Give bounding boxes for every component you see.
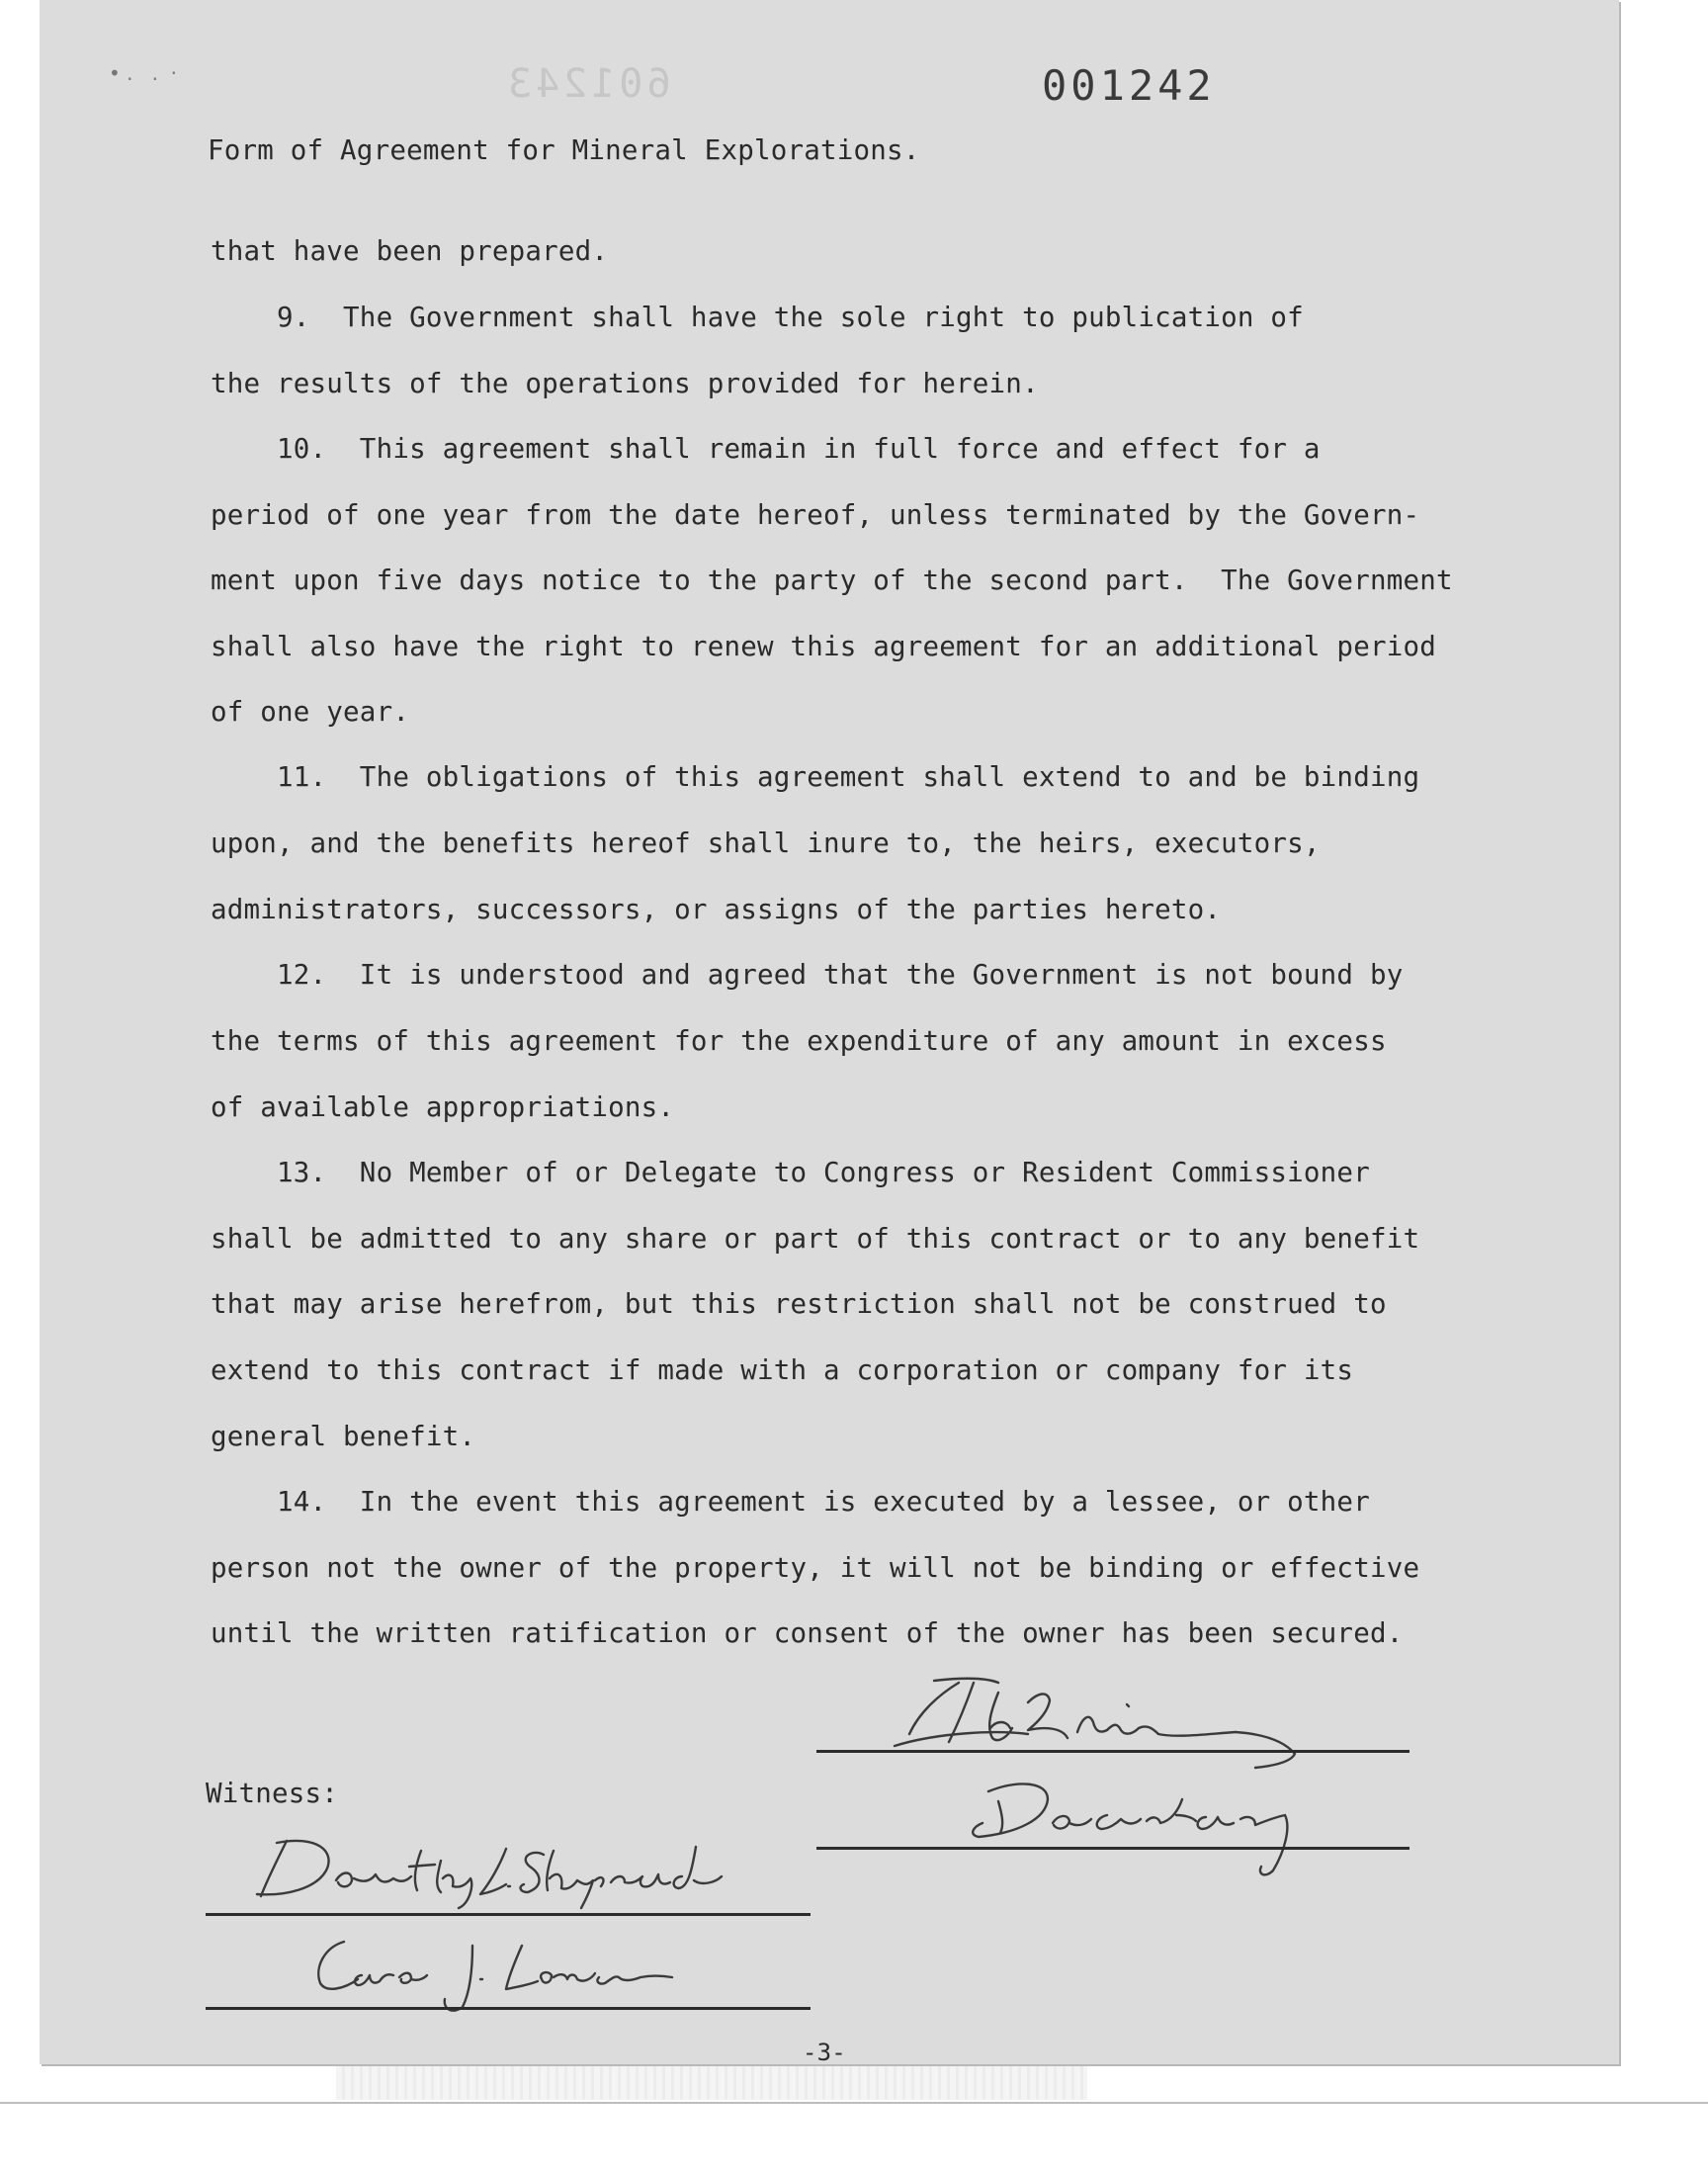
document-number: 001242: [1042, 61, 1216, 110]
paper-sheet: [40, 0, 1619, 2064]
body-line-13: the terms of this agreement for the expenditure of any amount in excess: [211, 1025, 1387, 1057]
page-number: -3-: [803, 2039, 846, 2066]
body-line-3: the results of the operations provided for herein.: [211, 368, 1039, 399]
signer-title-handwritten: [959, 1772, 1334, 1885]
body-line-17: that may arise herefrom, but this restriction shall not be construed to: [211, 1288, 1387, 1320]
body-line-1: that have been prepared.: [211, 235, 609, 267]
body-line-2: 9. The Government shall have the sole right to publication of: [211, 302, 1304, 333]
witness-2-signature-line: [206, 2007, 811, 2010]
body-line-6: ment upon five days notice to the party of the second part. The Government: [211, 565, 1453, 596]
body-line-8: of one year.: [211, 696, 410, 728]
document-header: Form of Agreement for Mineral Explorations.: [208, 134, 920, 166]
body-line-21: person not the owner of the property, it will not be binding or effective: [211, 1552, 1420, 1584]
body-line-15: 13. No Member of or Delegate to Congress or Resident Commissioner: [211, 1157, 1370, 1188]
scan-bottom-rule: [0, 2102, 1708, 2104]
paper-specks: • . . ·: [109, 61, 178, 85]
body-line-12: 12. It is understood and agreed that the Government is not bound by: [211, 959, 1404, 991]
body-line-14: of available appropriations.: [211, 1091, 675, 1123]
witness-label: Witness:: [206, 1778, 339, 1809]
ghost-doc-number: 601243: [504, 61, 671, 107]
body-line-19: general benefit.: [211, 1421, 476, 1452]
body-line-16: shall be admitted to any share or part of this contract or to any benefit: [211, 1223, 1420, 1255]
body-line-5: period of one year from the date hereof, unless terminated by the Govern-: [211, 499, 1420, 531]
witness-1-signature: [247, 1831, 761, 1915]
body-line-20: 14. In the event this agreement is executed by a lessee, or other: [211, 1486, 1370, 1518]
body-line-9: 11. The obligations of this agreement shall extend to and be binding: [211, 761, 1420, 793]
body-line-4: 10. This agreement shall remain in full force and effect for a: [211, 433, 1321, 465]
body-line-11: administrators, successors, or assigns of the parties hereto.: [211, 894, 1222, 925]
scan-edge-artifact: [336, 2066, 1087, 2100]
signer-signature-line: [816, 1750, 1409, 1753]
witness-1-signature-line: [206, 1913, 811, 1916]
body-line-10: upon, and the benefits hereof shall inure to, the heirs, executors,: [211, 827, 1321, 859]
body-line-18: extend to this contract if made with a corporation or company for its: [211, 1354, 1354, 1386]
body-line-7: shall also have the right to renew this agreement for an additional period: [211, 631, 1436, 662]
signer-signature: [880, 1673, 1305, 1786]
body-line-22: until the written ratification or consent of the owner has been secured.: [211, 1617, 1404, 1649]
signer-title-line: [816, 1847, 1409, 1850]
